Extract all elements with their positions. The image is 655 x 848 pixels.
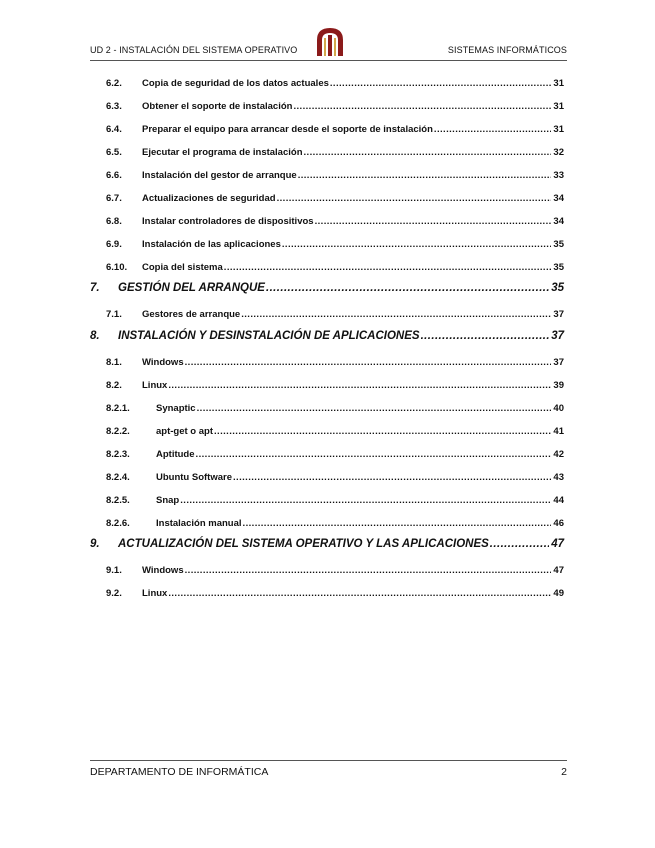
toc-entry-number: 6.7. xyxy=(106,193,122,204)
toc-entry-title: Instalar controladores de dispositivos xyxy=(142,216,314,227)
toc-leader-dots xyxy=(168,380,551,391)
toc-leader-dots xyxy=(185,565,552,576)
toc-entry-number: 6.10. xyxy=(106,262,128,273)
toc-leader-dots xyxy=(277,193,552,204)
toc-entry-page: 39 xyxy=(553,380,564,391)
toc-entry-number: 9.2. xyxy=(106,588,122,599)
toc-entry-title: Linux xyxy=(142,588,168,599)
toc-entry-line xyxy=(142,588,564,599)
toc-entry-number: 9.1. xyxy=(106,565,122,576)
toc-leader-dots xyxy=(224,262,552,273)
toc-entry-number: 8.2.6. xyxy=(106,518,130,529)
toc-leader-dots xyxy=(185,357,552,368)
toc-entry-page: 35 xyxy=(553,239,564,250)
header-subject: SISTEMAS INFORMÁTICOS xyxy=(447,45,567,55)
toc-chapter-entry[interactable] xyxy=(0,282,655,298)
toc-entry-line xyxy=(142,78,564,89)
toc-entry-page: 37 xyxy=(553,357,564,368)
toc-section-entry[interactable] xyxy=(0,380,655,396)
toc-entry-title: Instalación de las aplicaciones xyxy=(142,239,281,250)
toc-entry-page: 44 xyxy=(553,495,564,506)
toc-entry-title: Obtener el soporte de instalación xyxy=(142,101,293,112)
toc-leader-dots xyxy=(241,309,551,320)
toc-entry-line xyxy=(156,518,564,529)
toc-leader-dots xyxy=(168,588,551,599)
toc-entry-line xyxy=(156,426,564,437)
toc-subsubsection-entry[interactable] xyxy=(0,449,655,465)
toc-entry-title: Linux xyxy=(142,380,168,391)
toc-leader-dots xyxy=(180,495,551,506)
toc-entry-number: 8.2.5. xyxy=(106,495,130,506)
toc-leader-dots xyxy=(197,403,552,414)
toc-entry-page: 34 xyxy=(553,216,564,227)
toc-subsubsection-entry[interactable] xyxy=(0,495,655,511)
toc-subsubsection-entry[interactable] xyxy=(0,472,655,488)
toc-entry-title: ACTUALIZACIÓN DEL SISTEMA OPERATIVO Y LAS APLICACIONES xyxy=(118,538,489,550)
toc-leader-dots xyxy=(315,216,552,227)
toc-entry-title: Copia del sistema xyxy=(142,262,223,273)
toc-entry-line xyxy=(142,170,564,181)
toc-entry-title: Instalación manual xyxy=(156,518,242,529)
toc-entry-title: GESTIÓN DEL ARRANQUE xyxy=(118,282,265,294)
toc-entry-number: 6.6. xyxy=(106,170,122,181)
toc-entry-page: 31 xyxy=(553,78,564,89)
toc-entry-line xyxy=(156,403,564,414)
toc-section-entry[interactable] xyxy=(0,309,655,325)
toc-entry-title: Windows xyxy=(142,357,184,368)
toc-entry-number: 8.2.3. xyxy=(106,449,130,460)
header-unit-title: UD 2 - INSTALACIÓN DEL SISTEMA OPERATIVO xyxy=(90,45,298,55)
toc-leader-dots xyxy=(304,147,552,158)
toc-entry-line xyxy=(142,193,564,204)
toc-entry-line xyxy=(118,282,564,294)
toc-entry-page: 32 xyxy=(553,147,564,158)
toc-section-entry[interactable] xyxy=(0,78,655,94)
toc-entry-line xyxy=(118,538,564,550)
toc-section-entry[interactable] xyxy=(0,357,655,373)
toc-entry-line xyxy=(142,357,564,368)
toc-entry-page: 35 xyxy=(551,282,564,294)
toc-leader-dots xyxy=(490,538,549,550)
toc-entry-number: 8.1. xyxy=(106,357,122,368)
toc-entry-page: 42 xyxy=(553,449,564,460)
toc-leader-dots xyxy=(298,170,552,181)
toc-entry-number: 8.2.1. xyxy=(106,403,130,414)
toc-leader-dots xyxy=(214,426,551,437)
toc-entry-page: 33 xyxy=(553,170,564,181)
toc-subsubsection-entry[interactable] xyxy=(0,426,655,442)
toc-entry-title: apt-get o apt xyxy=(156,426,213,437)
toc-subsubsection-entry[interactable] xyxy=(0,403,655,419)
footer-department: DEPARTAMENTO DE INFORMÁTICA xyxy=(90,766,269,778)
toc-entry-page: 37 xyxy=(553,309,564,320)
toc-entry-number: 8.2.2. xyxy=(106,426,130,437)
toc-entry-number: 6.9. xyxy=(106,239,122,250)
toc-entry-line xyxy=(118,330,564,342)
toc-entry-number: 8. xyxy=(90,330,100,342)
toc-entry-line xyxy=(142,101,564,112)
toc-entry-title: Instalación del gestor de arranque xyxy=(142,170,297,181)
toc-section-entry[interactable] xyxy=(0,588,655,604)
toc-entry-page: 35 xyxy=(553,262,564,273)
toc-section-entry[interactable] xyxy=(0,101,655,117)
toc-entry-page: 49 xyxy=(553,588,564,599)
toc-entry-title: Ejecutar el programa de instalación xyxy=(142,147,303,158)
toc-entry-number: 7. xyxy=(90,282,100,294)
toc-leader-dots xyxy=(330,78,552,89)
toc-section-entry[interactable] xyxy=(0,124,655,140)
toc-entry-number: 6.2. xyxy=(106,78,122,89)
toc-leader-dots xyxy=(421,330,550,342)
page-number: 2 xyxy=(561,766,567,778)
toc-entry-page: 34 xyxy=(553,193,564,204)
toc-leader-dots xyxy=(243,518,552,529)
toc-entry-line xyxy=(142,380,564,391)
toc-entry-number: 9. xyxy=(90,538,100,550)
toc-entry-title: INSTALACIÓN Y DESINSTALACIÓN DE APLICACIONES xyxy=(118,330,420,342)
toc-section-entry[interactable] xyxy=(0,193,655,209)
toc-entry-line xyxy=(142,239,564,250)
toc-entry-number: 6.8. xyxy=(106,216,122,227)
toc-entry-page: 40 xyxy=(553,403,564,414)
toc-entry-page: 41 xyxy=(553,426,564,437)
toc-entry-title: Ubuntu Software xyxy=(156,472,232,483)
toc-leader-dots xyxy=(233,472,551,483)
toc-entry-number: 6.5. xyxy=(106,147,122,158)
page-footer xyxy=(90,760,567,782)
toc-entry-title: Actualizaciones de seguridad xyxy=(142,193,276,204)
toc-entry-title: Aptitude xyxy=(156,449,195,460)
toc-section-entry[interactable] xyxy=(0,170,655,186)
toc-leader-dots xyxy=(266,282,549,294)
toc-leader-dots xyxy=(282,239,552,250)
toc-leader-dots xyxy=(434,124,552,135)
toc-entry-page: 31 xyxy=(553,101,564,112)
toc-entry-line xyxy=(142,147,564,158)
toc-entry-page: 47 xyxy=(553,565,564,576)
toc-entry-page: 46 xyxy=(553,518,564,529)
toc-subsubsection-entry[interactable] xyxy=(0,518,655,534)
toc-section-entry[interactable] xyxy=(0,216,655,232)
toc-section-entry[interactable] xyxy=(0,262,655,278)
toc-entry-title: Synaptic xyxy=(156,403,196,414)
toc-entry-title: Gestores de arranque xyxy=(142,309,241,320)
toc-entry-page: 31 xyxy=(553,124,564,135)
toc-entry-line xyxy=(142,262,564,273)
toc-section-entry[interactable] xyxy=(0,239,655,255)
toc-chapter-entry[interactable] xyxy=(0,330,655,346)
toc-entry-line xyxy=(142,565,564,576)
toc-entry-number: 7.1. xyxy=(106,309,122,320)
toc-section-entry[interactable] xyxy=(0,147,655,163)
toc-entry-title: Windows xyxy=(142,565,184,576)
toc-entry-line xyxy=(142,124,564,135)
toc-entry-page: 47 xyxy=(551,538,564,550)
toc-entry-line xyxy=(142,309,564,320)
toc-entry-line xyxy=(142,216,564,227)
footer-rule xyxy=(90,760,567,761)
toc-entry-line xyxy=(156,449,564,460)
toc-entry-title: Copia de seguridad de los datos actuales xyxy=(142,78,329,89)
toc-chapter-entry[interactable] xyxy=(0,538,655,554)
toc-entry-title: Preparar el equipo para arrancar desde el soporte de instalación xyxy=(142,124,433,135)
toc-entry-line xyxy=(156,495,564,506)
toc-entry-title: Snap xyxy=(156,495,180,506)
toc-entry-number: 6.4. xyxy=(106,124,122,135)
toc-entry-number: 8.2. xyxy=(106,380,122,391)
toc-entry-line xyxy=(156,472,564,483)
toc-entry-page: 37 xyxy=(551,330,564,342)
toc-leader-dots xyxy=(293,101,551,112)
toc-entry-number: 8.2.4. xyxy=(106,472,130,483)
toc-entry-page: 43 xyxy=(553,472,564,483)
toc-entry-number: 6.3. xyxy=(106,101,122,112)
toc-leader-dots xyxy=(196,449,552,460)
toc-section-entry[interactable] xyxy=(0,565,655,581)
